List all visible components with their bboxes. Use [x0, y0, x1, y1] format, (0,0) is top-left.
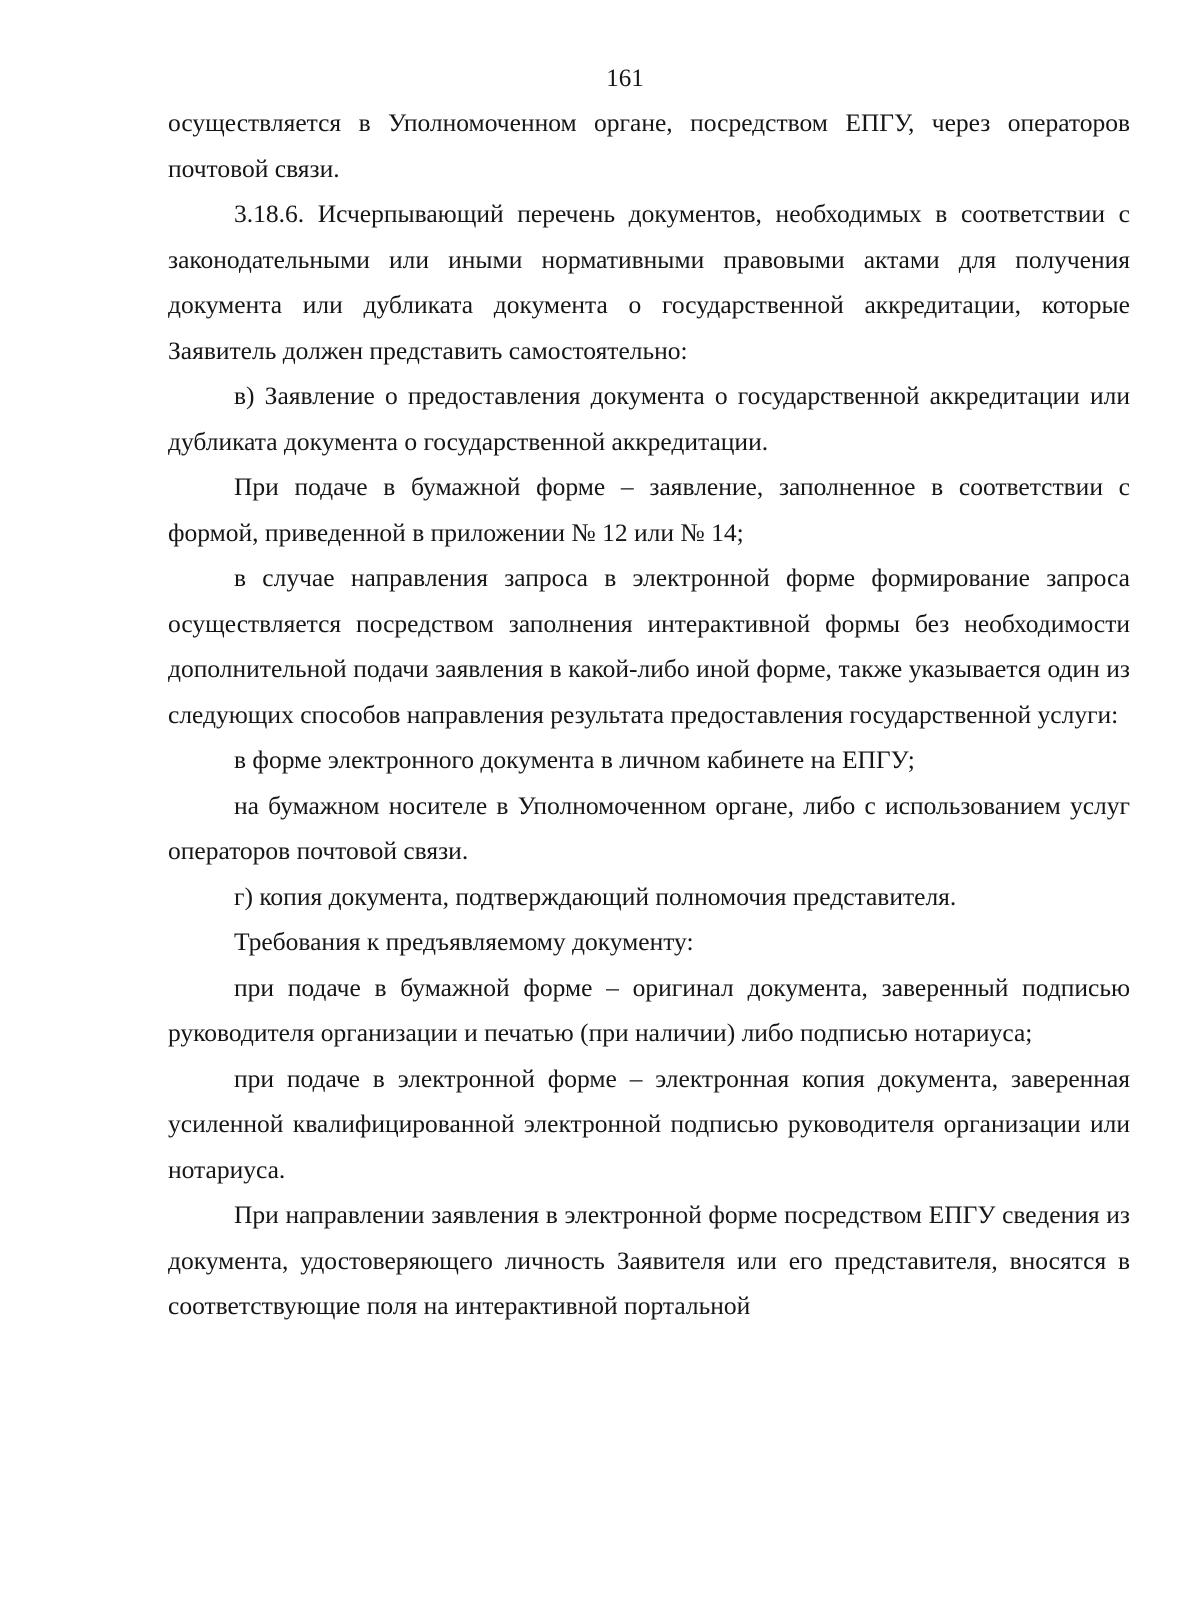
paragraph-requirements-heading: Требования к предъявляемому документу: [234, 927, 694, 956]
paragraph-method-epgu: в форме электронного документа в личном кабинете на ЕПГУ; [234, 745, 915, 774]
document-body [168, 100, 1130, 1329]
paragraph-electronic-requirement: при подаче в электронной форме – электронная копия документа, заверенная усиленной квалифицированной электронной подписью руководителя организации или нотариуса. [168, 1063, 1130, 1184]
paragraph-3-18-6: 3.18.6. Исчерпывающий перечень документов, необходимых в соответствии с законодательными или иными нормативными правовыми актами для получения документа или дубликата документа о государственной аккредитации, которые Заявитель должен представить самостоятельно: [168, 199, 1130, 365]
paragraph-electronic-request: в случае направления запроса в электронной форме формирование запроса осуществляется посредством заполнения интерактивной формы без необходимости дополнительной подачи заявления в какой-либо иной форме, также указывается один из следующих способов направления результата предоставления государственной услуги: [168, 563, 1130, 729]
paragraph-method-paper: на бумажном носителе в Уполномоченном органе, либо с использованием услуг операторов почтовой связи. [168, 790, 1130, 865]
paragraph-item-v: в) Заявление о предоставления документа о государственной аккредитации или дубликата документа о государственной аккредитации. [168, 381, 1130, 456]
page-number: 161 [606, 65, 644, 92]
paragraph-item-g: г) копия документа, подтверждающий полномочия представителя. [234, 881, 957, 911]
paragraph-epgu-identity: При направлении заявления в электронной форме посредством ЕПГУ сведения из документа, удостоверяющего личность Заявителя или его представителя, вносятся в соответствующие поля на интерактивной портальной [168, 1200, 1130, 1320]
paragraph-paper-form: При подаче в бумажной форме – заявление, заполненное в соответствии с формой, приведенной в приложении № 12 или № 14; [168, 472, 1130, 547]
paragraph-continuation: осуществляется в Уполномоченном органе, посредством ЕПГУ, через операторов почтовой связи. [168, 108, 1130, 183]
paragraph-paper-requirement: при подаче в бумажной форме – оригинал документа, заверенный подписью руководителя организации и печатью (при наличии) либо подписью нотариуса; [168, 972, 1130, 1047]
